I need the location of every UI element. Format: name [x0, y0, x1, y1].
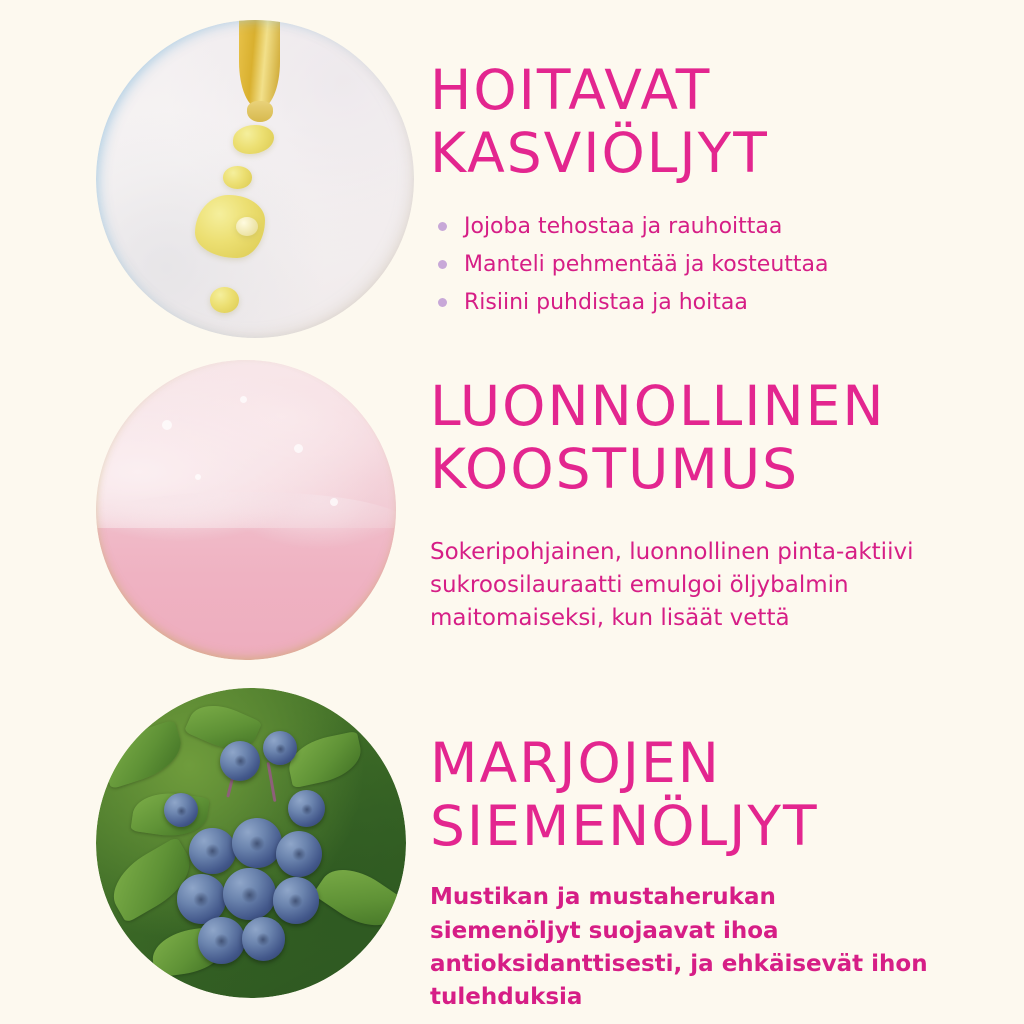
- blueberry: [232, 818, 282, 868]
- leaf-shape: [97, 720, 188, 789]
- blueberry: [288, 790, 325, 827]
- section3-body-text: Mustikan ja mustaherukan siemenöljyt suojaavat ihoa antioksidanttisesti, ja ehkäisevät ihon tulehduksia: [430, 884, 928, 1011]
- oil-image-inner: [96, 20, 414, 338]
- section-marjojen-siemenoljyt: [430, 731, 990, 1015]
- blueberry-image-inner: [96, 688, 406, 998]
- section1-heading-line2: KASVIÖLJYT: [430, 121, 769, 186]
- blueberry: [276, 831, 323, 878]
- section2-body-text: Sokeripohjainen, luonnollinen pinta-aktiivi sukroosilauraatti emulgoi öljybalmin maitomaiseksi, kun lisäät vettä: [430, 539, 914, 631]
- section-luonnollinen-koostumus: [430, 374, 990, 634]
- blueberry: [189, 828, 236, 875]
- section3-heading-line2: SIEMENÖLJYT: [430, 794, 819, 859]
- oil-image: [96, 20, 414, 338]
- foam-image: [96, 360, 396, 660]
- section1-heading-line1: HOITAVAT: [430, 58, 712, 122]
- leaf-shape: [313, 855, 406, 939]
- blueberry: [220, 741, 260, 781]
- blueberry: [273, 877, 320, 924]
- section2-heading-line1: LUONNOLLINEN: [430, 374, 886, 438]
- list-item: Manteli pehmentää ja kosteuttaa: [430, 246, 829, 284]
- blueberry: [223, 868, 276, 921]
- section2-heading-line2: KOOSTUMUS: [430, 437, 800, 502]
- section-hoitavat-kasvioljyt: [430, 58, 990, 322]
- blueberry: [242, 917, 285, 960]
- list-item: Jojoba tehostaa ja rauhoittaa: [430, 208, 829, 246]
- list-item: Risiini puhdistaa ja hoitaa: [430, 284, 829, 322]
- blueberry-image: [96, 688, 406, 998]
- leaf-shape: [284, 730, 366, 788]
- foam-image-inner: [96, 360, 396, 660]
- section1-bullet-list: [430, 208, 829, 321]
- image-edge-shade: [96, 20, 414, 338]
- blueberry: [177, 874, 227, 924]
- berry-stem: [266, 762, 276, 802]
- blueberry: [198, 917, 245, 964]
- image-edge-shade: [96, 360, 396, 660]
- section3-heading-line1: MARJOJEN: [430, 731, 721, 795]
